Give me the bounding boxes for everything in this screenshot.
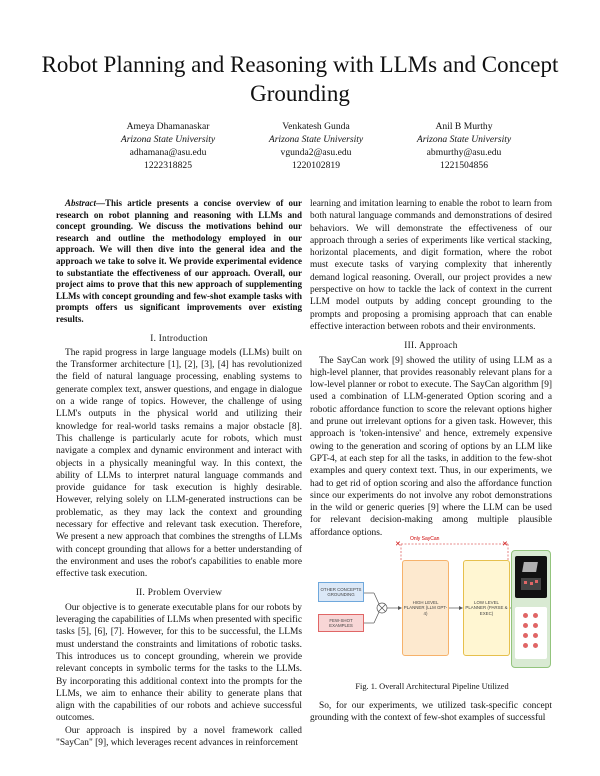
figure-caption: Fig. 1. Overall Architectural Pipeline Utilized (355, 682, 509, 691)
author-name: Ameya Dhamanaskar (126, 121, 210, 132)
paper-title: Robot Planning and Reasoning with LLMs and Concept Grounding (41, 52, 559, 106)
section-heading-approach: III. Approach (404, 340, 458, 351)
section-heading-introduction: I. Introduction (150, 332, 208, 343)
right-column (310, 198, 552, 539)
table-surface (521, 578, 541, 590)
author-affiliation: Arizona State University (268, 134, 364, 145)
abstract (56, 198, 302, 326)
robot-environment-panel (511, 550, 551, 668)
problem-paragraph-2: Our approach is inspired by a novel framework called "SayCan" [9], which leverages recent advances in reinforcement (56, 725, 302, 749)
x-mark-icon: ✕ (502, 541, 508, 548)
author-email: adhamana@asu.edu (129, 147, 207, 158)
problem-paragraph-1: Our objective is to generate executable plans for our robots by leveraging the capabilities of LLMs when presented with specific tasks [5], [6], [7]. However, for this to be successful, the LLMs must understand the constraints and limitations of robotic tasks. This introduces us to concept grounding, wherein we provide relevant concepts in symbolic terms for the tasks to the LLMs. By incorporating this additional context into the prompts for the LLMs, we aim to enhance their ability to generate plans that align with the capabilities of our robots and achieve successful outcomes. (56, 602, 302, 724)
author-1 (88, 120, 248, 172)
author-3 (384, 120, 544, 172)
few-shot-examples-box: FEW-SHOT EXAMPLES (318, 614, 364, 632)
author-affiliation: Arizona State University (416, 134, 512, 145)
author-name: Venkatesh Gunda (282, 121, 350, 132)
low-level-planner-box: LOW LEVEL PLANNER (PARSE & EXEC) (463, 560, 510, 656)
author-id: 1221504856 (440, 160, 488, 171)
abstract-label: Abstract (65, 198, 97, 208)
author-email: vgunda2@asu.edu (280, 147, 352, 158)
abstract-text: —This article presents a concise overview of our research on robot planning and reasoning with LLMs and concept grounding. We discuss the motivations behind our research and outline the methodology employed in our approach. We will then dive into the general idea and the approach we take to solve it. We provide experimental evidence to substantiate the effectiveness of our approach. Overall, our project aims to prove that this new approach of supplementing LLMs with concept grounding and few-shot example tasks with prompts offers us significant improvements over existing results. (56, 198, 302, 324)
author-id: 1222318825 (144, 160, 192, 171)
approach-paragraph-2: So, for our experiments, we utilized task-specific concept grounding with the context of few-shot examples of successful (310, 701, 552, 724)
robot-arm-icon (522, 562, 538, 572)
author-affiliation: Arizona State University (120, 134, 216, 145)
continued-paragraph: learning and imitation learning to enable the robot to learn from both natural language commands and demonstrations of desired behaviors. We will demonstrate the effectiveness of our approach through a series of experiments like vertical stacking, horizontal placements, and digit formation, where the robot must execute tasks of varying complexity that inherently demand logical reasoning. Overall, our project provides a new perspective on how to tackle the lack of context in the current LLM model outputs by adding concept grounding to the prompts and proposing a promising approach that can enable effective interaction between robots and their environments. (310, 199, 552, 332)
author-id: 1220102819 (292, 160, 340, 171)
architecture-figure (312, 536, 552, 676)
concept-grounding-box: OTHER CONCEPTS GROUNDING (318, 582, 364, 602)
digit-formation-screenshot (515, 607, 547, 659)
author-2 (236, 120, 396, 172)
high-level-planner-box: HIGH LEVEL PLANNER (LLM GPT-4) (402, 560, 449, 656)
section-heading-problem: II. Problem Overview (135, 587, 223, 598)
connector (374, 612, 379, 623)
approach-paragraph: The SayCan work [9] showed the utility of using LLM as a high-level planner, that provides reasonably relevant plans for a low-level planner or robot to execute. The SayCan algorithm [9] used a combination of LLM-generated Option scoring and a robotic affordance function to score the relevant options higher and prune out irrelevant options for a given task. However, this approach is 'token-intensive' and hence, extremely expensive owing to the generation and scoring of options by an LLM like GPT-4, at each step for all the tasks, in addition to the few-shot examples and query context text. Thus, in our experiments, we had to get rid of option scoring and also the affordance function since our experiments do not involve any robot demonstrations in the wild or generic queries [9] where the LLM can be used for relevant decision-making among multiple plausible affordance options. (310, 355, 552, 538)
intro-paragraph: The rapid progress in large language models (LLMs) built on the Transformer architecture [1], [2], [3], [4] has revolutionized the field of natural language processing, enabling systems to generate complex text, answer questions, and engage in dialogue on a wide range of topics. However, the challenge of using LLM's outputs in the physical world and utilizing their knowledge for real-world tasks remains a major obstacle [8]. This challenge is particularly acute for robots, which must navigate a complex and dynamic environment and interact with objects in a physically meaningful way. In this context, the ability of LLMs to interpret natural language commands and provide guidance for task execution is highly desirable. However, relying solely on LLM-generated instructions can be problematic, as they may lack the context and grounding necessary for effective and relevant task execution. Therefore, We present a new approach that combines the strengths of LLMs with concept grounding that allows for a better understanding of the environment and uses the robot's capabilities to enable more effective task execution. (56, 347, 302, 580)
author-name: Anil B Murthy (435, 121, 493, 132)
simulation-screenshot (515, 556, 547, 598)
connector (374, 593, 379, 604)
left-column (56, 198, 302, 749)
author-email: abmurthy@asu.edu (426, 147, 502, 158)
only-saycan-label: Only SayCan (410, 536, 440, 542)
x-mark-icon: ✕ (395, 541, 401, 548)
